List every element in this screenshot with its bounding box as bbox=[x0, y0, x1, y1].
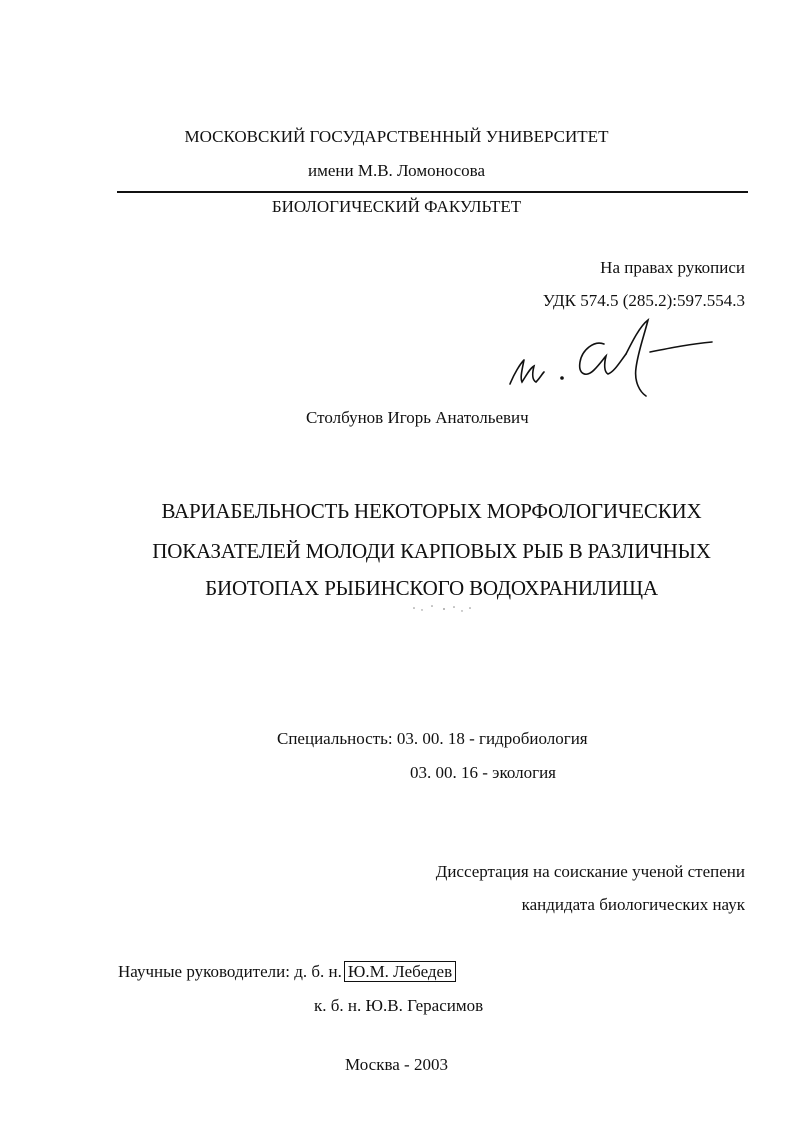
udc-code: УДК 574.5 (285.2):597.554.3 bbox=[542, 291, 745, 310]
supervisors-line bbox=[118, 962, 456, 982]
header-divider bbox=[117, 191, 748, 193]
faculty-name: БИОЛОГИЧЕСКИЙ ФАКУЛЬТЕТ bbox=[271, 197, 522, 216]
dissertation-line-2: кандидата биологических наук bbox=[521, 895, 745, 914]
title-line-3: БИОТОПАХ РЫБИНСКОГО ВОДОХРАНИЛИЩА bbox=[205, 576, 658, 600]
author-name: Столбунов Игорь Анатольевич bbox=[306, 408, 529, 427]
supervisors-label: Научные руководители: д. б. н. bbox=[118, 962, 342, 981]
university-name: МОСКОВСКИЙ ГОСУДАРСТВЕННЫЙ УНИВЕРСИТЕТ bbox=[184, 127, 609, 146]
supervisor-second: к. б. н. Ю.В. Герасимов bbox=[314, 996, 484, 1015]
specialty-line-1: Специальность: 03. 00. 18 - гидробиология bbox=[277, 729, 588, 748]
handwritten-signature-icon bbox=[500, 312, 720, 402]
title-line-1: ВАРИАБЕЛЬНОСТЬ НЕКОТОРЫХ МОРФОЛОГИЧЕСКИХ bbox=[161, 499, 702, 523]
specialty-line-2: 03. 00. 16 - экология bbox=[410, 763, 557, 782]
scan-noise-icon bbox=[410, 600, 480, 616]
city-year: Москва - 2003 bbox=[345, 1055, 448, 1074]
named-after: имени М.В. Ломоносова bbox=[307, 161, 485, 180]
title-line-2: ПОКАЗАТЕЛЕЙ МОЛОДИ КАРПОВЫХ РЫБ В РАЗЛИЧНЫХ bbox=[152, 539, 711, 563]
supervisor-first-boxed: Ю.М. Лебедев bbox=[344, 961, 456, 982]
dissertation-line-1: Диссертация на соискание ученой степени bbox=[435, 862, 745, 881]
manuscript-rights: На правах рукописи bbox=[600, 258, 745, 277]
